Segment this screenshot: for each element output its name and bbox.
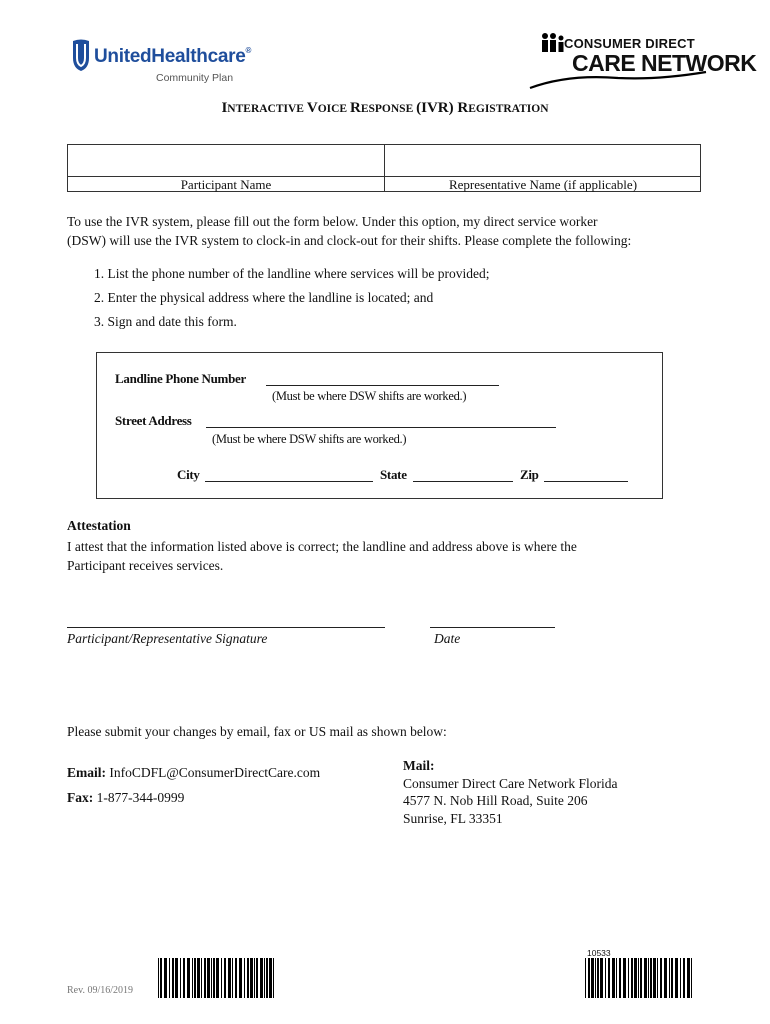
- list-item: 1. List the phone number of the landline where services will be provided;: [94, 266, 490, 281]
- cdcn-line-1: CONSUMER DIRECT: [564, 36, 695, 51]
- barcode-bar: [260, 958, 263, 998]
- barcode-bar: [664, 958, 667, 998]
- barcode-bar: [616, 958, 617, 998]
- barcode-bar: [211, 958, 212, 998]
- barcode-bar: [216, 958, 219, 998]
- attestation-heading: Attestation: [67, 518, 131, 533]
- barcode: [158, 958, 278, 998]
- email-value[interactable]: InfoCDFL@ConsumerDirectCare.com: [109, 765, 321, 780]
- street-address-label: Street Address: [115, 413, 192, 428]
- barcode-bar: [250, 958, 253, 998]
- swoosh-icon: [528, 68, 708, 90]
- barcode-bar: [600, 958, 603, 998]
- people-group-icon: [540, 32, 566, 54]
- barcode-bar: [675, 958, 678, 998]
- date-label: Date: [434, 631, 461, 646]
- barcode-bar: [585, 958, 586, 998]
- barcode-bar: [239, 958, 242, 998]
- barcode-bar: [213, 958, 215, 998]
- list-item: 3. Sign and date this form.: [94, 314, 237, 329]
- barcode-bar: [192, 958, 193, 998]
- barcode-bar: [660, 958, 662, 998]
- barcode-bar: [194, 958, 196, 998]
- barcode-bar: [591, 958, 594, 998]
- barcode-bar: [183, 958, 185, 998]
- barcode-bar: [169, 958, 170, 998]
- landline-address-box: [96, 352, 663, 499]
- barcode-bar: [631, 958, 633, 998]
- barcode-bar: [180, 958, 181, 998]
- fax-value: 1-877-344-0999: [96, 790, 185, 805]
- barcode-bar: [244, 958, 245, 998]
- landline-phone-label: Landline Phone Number: [115, 371, 246, 386]
- barcode-bar: [680, 958, 681, 998]
- cdcn-line-2: CARE NETWORK: [572, 50, 757, 76]
- representative-name-label: Representative Name (if applicable): [448, 177, 638, 192]
- barcode-bar: [683, 958, 685, 998]
- barcode-bar: [588, 958, 590, 998]
- email-label: Email:: [67, 765, 106, 780]
- barcode: [585, 958, 695, 998]
- list-item: 2. Enter the physical address where the landline is located; and: [94, 290, 434, 305]
- barcode-bar: [628, 958, 629, 998]
- mail-block: [403, 757, 617, 827]
- barcode-bar: [164, 958, 167, 998]
- barcode-bar: [254, 958, 255, 998]
- submit-instruction: Please submit your changes by email, fax or US mail as shown below:: [67, 724, 447, 739]
- intro-paragraph: To use the IVR system, please fill out the form below. Under this option, my direct service worker (DSW) will use the IVR system to clock-in and clock-out for their shifts. Please complete the following:: [67, 214, 632, 248]
- barcode-bar: [691, 958, 692, 998]
- barcode-bar: [634, 958, 637, 998]
- barcode-bar: [204, 958, 206, 998]
- barcode-bar: [172, 958, 174, 998]
- barcode-bar: [650, 958, 652, 998]
- street-underline: [206, 427, 556, 428]
- barcode-bar: [612, 958, 615, 998]
- barcode-bar: [638, 958, 639, 998]
- barcode-bar: [235, 958, 237, 998]
- barcode-bar: [644, 958, 647, 998]
- representative-name-field[interactable]: [389, 146, 699, 177]
- state-underline: [413, 481, 513, 482]
- signature-line[interactable]: [67, 627, 385, 628]
- street-note: (Must be where DSW shifts are worked.): [212, 432, 407, 446]
- barcode-bar: [247, 958, 249, 998]
- barcode-bar: [160, 958, 162, 998]
- document-title: INTERACTIVE VOICE RESPONSE (IVR) REGISTRATION: [221, 100, 549, 116]
- participant-name-label: Participant Name: [180, 177, 272, 192]
- barcode-bar: [687, 958, 690, 998]
- phone-underline: [266, 385, 499, 386]
- barcode-bar: [648, 958, 649, 998]
- state-label: State: [380, 467, 407, 482]
- barcode-bar: [221, 958, 222, 998]
- city-underline: [205, 481, 373, 482]
- signature-label: Participant/Representative Signature: [67, 631, 268, 646]
- barcode-bar: [273, 958, 274, 998]
- zip-underline: [544, 481, 628, 482]
- barcode-bar: [597, 958, 599, 998]
- uhc-brand-name: UnitedHealthcare®: [94, 46, 252, 67]
- barcode-bar: [595, 958, 596, 998]
- fax-label: Fax:: [67, 790, 94, 805]
- barcode-bar: [640, 958, 642, 998]
- barcode-bar: [187, 958, 190, 998]
- barcode-bar: [671, 958, 673, 998]
- form-code: 10533: [587, 948, 611, 958]
- barcode-bar: [608, 958, 610, 998]
- zip-label: Zip: [520, 467, 539, 482]
- date-line[interactable]: [430, 627, 555, 628]
- barcode-bar: [266, 958, 268, 998]
- barcode-bar: [228, 958, 231, 998]
- barcode-bar: [175, 958, 178, 998]
- barcode-bar: [256, 958, 258, 998]
- barcode-bar: [207, 958, 210, 998]
- barcode-bar: [269, 958, 272, 998]
- barcode-bar: [605, 958, 606, 998]
- name-table: [67, 144, 701, 192]
- mail-address-line: Consumer Direct Care Network Florida: [403, 775, 618, 791]
- barcode-bar: [232, 958, 233, 998]
- uhc-shield-icon: [70, 38, 92, 72]
- unitedhealthcare-logo: [70, 36, 260, 88]
- fax-row: [67, 790, 184, 806]
- barcode-bar: [201, 958, 202, 998]
- mail-label: Mail:: [403, 758, 435, 773]
- barcode-bar: [158, 958, 159, 998]
- barcode-bar: [224, 958, 226, 998]
- phone-note: (Must be where DSW shifts are worked.): [272, 389, 467, 403]
- email-row: [67, 765, 320, 781]
- barcode-bar: [264, 958, 265, 998]
- mail-address-line: Sunrise, FL 33351: [403, 810, 503, 826]
- barcode-bar: [623, 958, 626, 998]
- participant-name-field[interactable]: [72, 146, 382, 177]
- barcode-bar: [669, 958, 670, 998]
- barcode-bar: [653, 958, 656, 998]
- attestation-text: I attest that the information listed above is correct; the landline and address above is where the Participant receives services.: [67, 539, 577, 573]
- uhc-sub-brand: Community Plan: [156, 72, 234, 84]
- barcode-bar: [619, 958, 621, 998]
- consumer-direct-logo: [528, 30, 757, 90]
- barcode-bar: [657, 958, 658, 998]
- revision-date: Rev. 09/16/2019: [67, 985, 134, 996]
- mail-address-line: 4577 N. Nob Hill Road, Suite 206: [403, 793, 588, 808]
- city-label: City: [177, 467, 200, 482]
- barcode-bar: [197, 958, 200, 998]
